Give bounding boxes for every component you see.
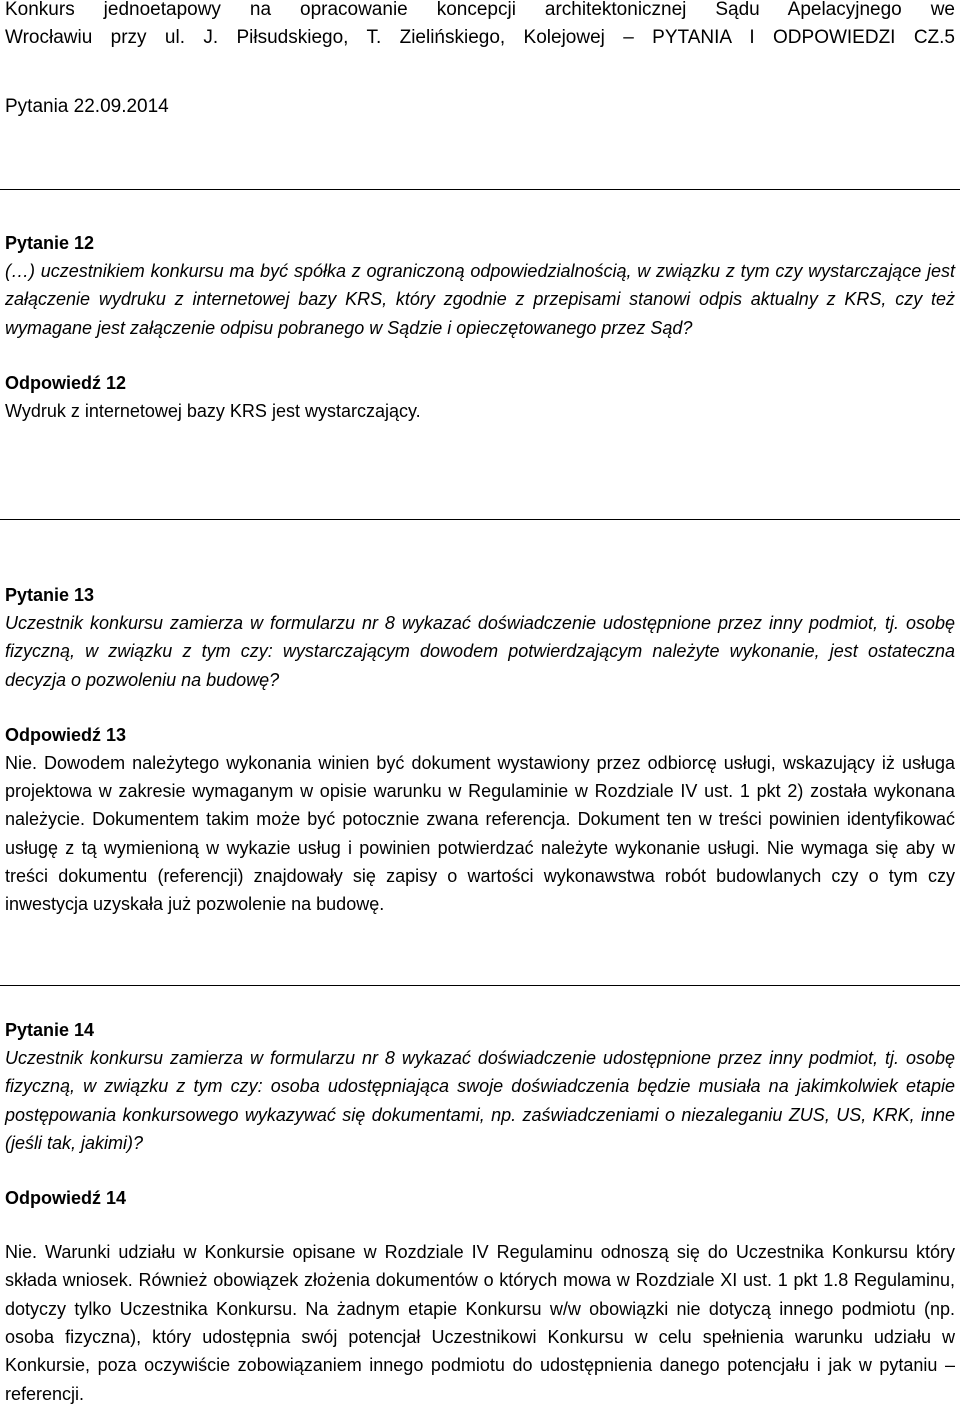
question-text: (…) uczestnikiem konkursu ma być spółka z ograniczoną odpowiedzialnością, w związku z tym czy wystarczające jest załączenie wydruku z internetowej bazy KRS, który zgodnie z przepisami stanowi odpis aktualny z KRS, czy też wymagane jest załączenie odpisu pobranego w Sądzie i opieczętowanego przez Sąd?: [5, 261, 955, 338]
qa-section-14: [5, 1016, 955, 1408]
question-heading: Pytanie 13: [5, 585, 95, 605]
document-title-line-1: Konkurs jednoetapowy na opracowanie koncepcji architektonicznej Sądu Apelacyjnego we: [5, 0, 955, 20]
qa-section-13: [5, 581, 955, 919]
answer-text: Nie. Warunki udziału w Konkursie opisane w Rozdziale IV Regulaminu odnoszą się do Uczestnika Konkursu który składa wniosek. Również obowiązek złożenia dokumentów o których mowa w Rozdziale XI ust. 1 pkt 1.8 Regulaminu, dotyczy tylko Uczestnika Konkursu. Na żadnym etapie Konkursu w/w obowiązki nie dotyczą innego podmiotu (np. osoba fizyczna), który udostępnia swój potencjał Uczestnikowi Konkursu w celu spełnienia warunku udziału w Konkursie, poza oczywiście zobowiązaniem innego podmiotu do udostępnienia danego potencjału i jak w pytaniu – referencji.: [5, 1242, 955, 1404]
separator-rule: [0, 985, 960, 986]
document-title-line-2: Wrocławiu przy ul. J. Piłsudskiego, T. Zielińskiego, Kolejowej – PYTANIA I ODPOWIEDZI CZ.5: [5, 27, 955, 48]
qa-section-12: [5, 229, 955, 425]
answer-heading: Odpowiedź 13: [5, 724, 127, 745]
answer-heading: Odpowiedź 14: [5, 1188, 127, 1209]
questions-date: Pytania 22.09.2014: [5, 96, 169, 117]
answer-text: Nie. Dowodem należytego wykonania winien być dokument wystawiony przez odbiorcę usługi, wskazujący iż usługa projektowa w zakresie wymaganym w opisie warunku w Regulaminie w Rozdziale IV ust. 1 pkt 2) została wykonana należycie. Dokumentem takim może być potocznie zwana referencja. Dokument ten w treści powinien identyfikować usługę z tą wymienioną w wykazie usług i powinien potwierdzać należyte wykonanie usługi. Nie wymaga się aby w treści dokumentu (referencji) znajdowały się zapisy o wartości wykonawstwa robót budowlanych czy o tym czy inwestycja uzyskała już pozwolenie na budowę.: [5, 752, 955, 915]
separator-rule: [0, 189, 960, 190]
question-text: Uczestnik konkursu zamierza w formularzu nr 8 wykazać doświadczenie udostępnione przez inny podmiot, tj. osobę fizyczną, w związku z tym czy: osoba udostępniająca swoje doświadczenia będzie musiała na jakimkolwiek etapie postępowania konkursowego wykazywać się dokumentami, np. zaświadczeniami o niezaleganiu ZUS, US, KRK, inne (jeśli tak, jakimi)?: [5, 1048, 955, 1153]
question-heading: Pytanie 12: [5, 233, 95, 253]
answer-text: Wydruk z internetowej bazy KRS jest wystarczający.: [5, 400, 421, 421]
answer-heading: Odpowiedź 12: [5, 372, 127, 393]
separator-rule: [0, 519, 960, 520]
question-heading: Pytanie 14: [5, 1020, 95, 1040]
question-text: Uczestnik konkursu zamierza w formularzu nr 8 wykazać doświadczenie udostępnione przez inny podmiot, tj. osobę fizyczną, w związku z tym czy: wystarczającym dowodem potwierdzającym należyte wykonanie, jest ostateczna decyzja o pozwoleniu na budowę?: [5, 613, 955, 690]
